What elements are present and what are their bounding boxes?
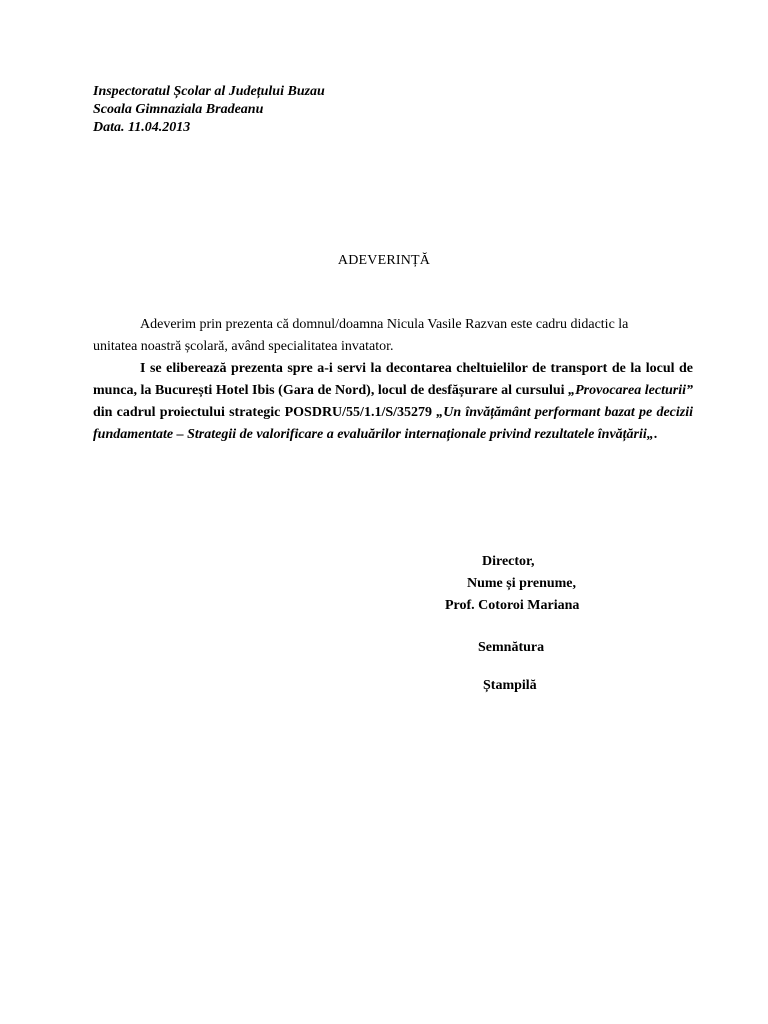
- director-label: Director,: [482, 554, 535, 569]
- paragraph-purpose: [93, 358, 693, 446]
- project-title: „Un învățământ performant bazat pe decizii fundamentate – Strategii de valorificare a evaluărilor internaționale privind rezultatele învățării„: [93, 405, 693, 442]
- document-title: ADEVERINȚĂ: [337, 253, 431, 268]
- purpose-text-2: din cadrul proiectului strategic POSDRU/55/1.1/S/35279: [93, 405, 437, 420]
- signature-label: Semnătura: [478, 640, 545, 655]
- name-label: Nume și prenume,: [467, 576, 577, 591]
- purpose-text-1: I se eliberează prezenta spre a-i servi la decontarea cheltuielilor de transport de la locul de munca, la București Hotel Ibis (Gara de Nord), locul de desfășurare al cursului: [93, 361, 693, 398]
- inspectorate-name: Inspectoratul Școlar al Județului Buzau: [93, 84, 325, 99]
- signature-block: [420, 551, 620, 697]
- document-header: [93, 83, 325, 137]
- stamp-label: Ștampilă: [483, 678, 537, 693]
- document-date: Data. 11.04.2013: [93, 120, 191, 135]
- course-title: „Provocarea lecturii”: [568, 383, 693, 398]
- document-body: [93, 314, 693, 446]
- purpose-end: .: [653, 427, 658, 442]
- school-name: Scoala Gimnaziala Bradeanu: [93, 102, 264, 117]
- paragraph-certification: Adeverim prin prezenta că domnul/doamna Nicula Vasile Razvan este cadru didactic la unitatea noastră școlară, având specialitatea invatator.: [93, 317, 629, 354]
- director-name: Prof. Cotoroi Mariana: [445, 598, 580, 613]
